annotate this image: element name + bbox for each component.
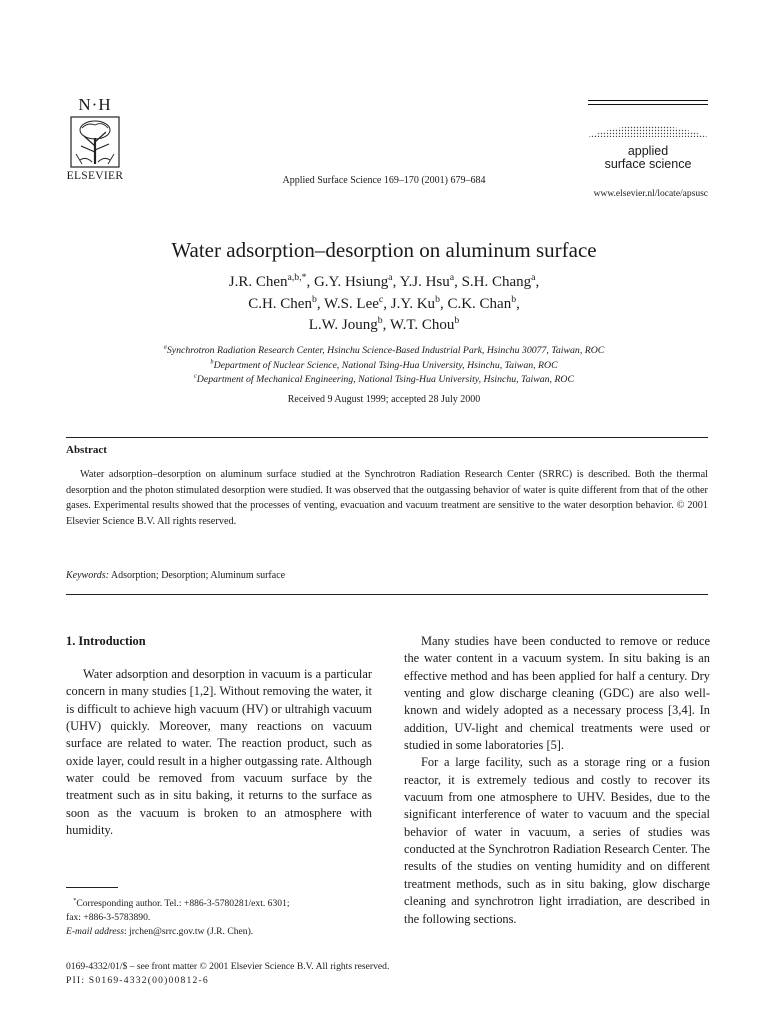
journal-logo-rule-second: [588, 104, 708, 105]
footnote-rule: [66, 887, 118, 888]
author-name: S.H. Chang: [461, 274, 532, 290]
article-title: Water adsorption–desorption on aluminum surface: [171, 238, 597, 262]
author-separator: ,: [454, 274, 462, 290]
tree-emblem-icon: [70, 116, 120, 168]
journal-url[interactable]: www.elsevier.nl/locate/apsusc: [593, 189, 708, 199]
author-separator: ,: [306, 274, 314, 290]
paragraph: Water adsorption and desorption in vacuum is a particular concern in many studies [1,2]. Without removing the water, it is difficult to achieve high vacuum (HV) or ultrahigh vacuum (UHV) quickly. Moreover, many reactions on vacuum surface are related to water. The reaction product, such as oxide layer, could result in a higher outgassing rate. Although water could be removed from vacuum surface by the treatment such as in situ baking, it returns to the surface as soon as the vacuum is broken to an atmosphere with humidity.: [66, 667, 372, 838]
affiliation-text: Department of Mechanical Engineering, National Tsing-Hua University, Hsinchu, Taiwan, ROC: [196, 374, 575, 385]
journal-logo-line1: applied: [627, 144, 669, 158]
author-affiliation-mark: b: [435, 293, 440, 305]
publisher-name: ELSEVIER: [66, 170, 124, 182]
keywords-text: Adsorption; Desorption; Aluminum surface: [110, 570, 286, 581]
affiliation-mark: b: [210, 358, 214, 366]
author-affiliation-mark: a: [388, 272, 393, 283]
abstract-top-rule: [66, 437, 708, 438]
issn-line: 0169-4332/01/$ – see front matter © 2001 Elsevier Science B.V. All rights reserved.: [66, 961, 390, 972]
footnote-fax: fax: +886-3-5783890.: [66, 912, 151, 924]
elsevier-logo: [60, 96, 130, 182]
author-name: J.R. Chen: [228, 274, 288, 290]
keywords: [66, 570, 285, 581]
journal-logo-rule-top: [588, 100, 708, 101]
footnote-mark: *: [73, 897, 77, 904]
footnote-contact: Corresponding author. Tel.: +886-3-5780281/ext. 6301;: [76, 898, 290, 910]
author-name: W.T. Chou: [389, 317, 455, 333]
author-name: Y.J. Hsu: [399, 274, 450, 290]
journal-citation: Applied Surface Science 169–170 (2001) 679–684: [282, 175, 486, 186]
author-affiliation-mark: a: [449, 272, 455, 283]
copyright-block: [66, 960, 389, 988]
journal-logo: [588, 100, 708, 171]
author-affiliation-mark: b: [511, 293, 517, 305]
author-name: C.H. Chen: [248, 295, 312, 312]
abstract-text: Water adsorption–desorption on aluminum surface studied at the Synchrotron Radiation Research Center (SRRC) is described. Both the thermal desorption and the photon stimulated desorption were studied. It was observed that the outgassing behavior of water is quite different from that of the other gases. Experimental results showed that the processes of venting, evacuation and vacuum treatment are sensitive to the water desorption behavior. © 2001 Elsevier Science B.V. All rights reserved.: [66, 469, 708, 527]
pii-line: PII: S0169-4332(00)00812-6: [66, 975, 209, 986]
author-name: C.K. Chan: [447, 295, 512, 312]
left-column: [66, 666, 372, 839]
affiliation: [0, 359, 768, 374]
author-separator: ,: [382, 317, 390, 333]
author-line: [0, 315, 768, 337]
abstract-heading: Abstract: [66, 444, 107, 456]
affiliation: [0, 373, 768, 388]
author-affiliation-mark: b: [311, 293, 317, 305]
paragraph: For a large facility, such as a storage ring or a fusion reactor, it is extremely tedious and costly to recover its vacuum from one atmosphere to UHV. Besides, due to the significant interference of water to vacuum and the special behavior of water in vacuum, a series of studies was conducted at the Synchrotron Radiation Research Center. The results of the studies on venting humidity and on different treatment methods, such as in situ baking, glow discharge cleaning and synchrotron light irradiation, are described in the following sections.: [404, 755, 711, 926]
author-line: [0, 294, 768, 316]
affiliation: [0, 344, 768, 359]
author-affiliation-mark: a: [531, 272, 536, 283]
author-line: [0, 272, 768, 294]
paragraph: Many studies have been conducted to remove or reduce the water content in a vacuum system. In situ baking is an effective method and has been applied for half a century. Dry venting and glow discharge cleaning (GDC) are also well-known and widely adopted as a necessary process [3,4]. In addition, UV-light and chemical treatments were used or studied in some laboratories [5].: [404, 634, 710, 753]
author-separator: ,: [439, 295, 448, 312]
author-name: L.W. Joung: [308, 317, 378, 333]
affiliation-list: [0, 344, 768, 388]
email-text[interactable]: : jrchen@srrc.gov.tw (J.R. Chen).: [124, 926, 254, 938]
author-separator: ,: [316, 295, 325, 312]
author-name: G.Y. Hsiung: [313, 274, 389, 290]
section-heading-introduction: 1. Introduction: [66, 634, 146, 648]
affiliation-mark: c: [193, 372, 197, 380]
email-label: E-mail address: [66, 926, 125, 938]
publisher-mark: N·H: [78, 95, 112, 114]
received-dates: Received 9 August 1999; accepted 28 July 2000: [287, 394, 481, 405]
author-list: [0, 272, 768, 337]
journal-logo-text: [588, 145, 708, 171]
abstract-bottom-rule: [66, 594, 708, 595]
author-separator: ,: [392, 274, 400, 290]
affiliation-mark: a: [163, 343, 167, 351]
author-separator: ,: [516, 295, 520, 312]
keywords-label: Keywords:: [66, 570, 109, 581]
affiliation-text: Department of Nuclear Science, National Tsing-Hua University, Hsinchu, Taiwan, ROC: [213, 359, 558, 371]
journal-logo-line2: surface science: [604, 157, 692, 171]
author-name: J.Y. Ku: [390, 295, 436, 312]
author-name: W.S. Lee: [324, 295, 379, 312]
author-affiliation-mark: c: [378, 293, 384, 305]
journal-logo-pattern-icon: [588, 117, 708, 137]
author-separator: ,: [383, 295, 391, 312]
author-affiliation-mark: b: [377, 315, 383, 326]
author-affiliation-mark: a,b,*: [287, 272, 307, 283]
right-column: [404, 633, 710, 928]
footnote: [66, 894, 372, 939]
author-affiliation-mark: b: [454, 315, 460, 326]
affiliation-text: Synchrotron Radiation Research Center, Hsinchu Science-Based Industrial Park, Hsinchu 30077, Taiwan, ROC: [166, 345, 605, 356]
author-separator: ,: [535, 274, 540, 290]
